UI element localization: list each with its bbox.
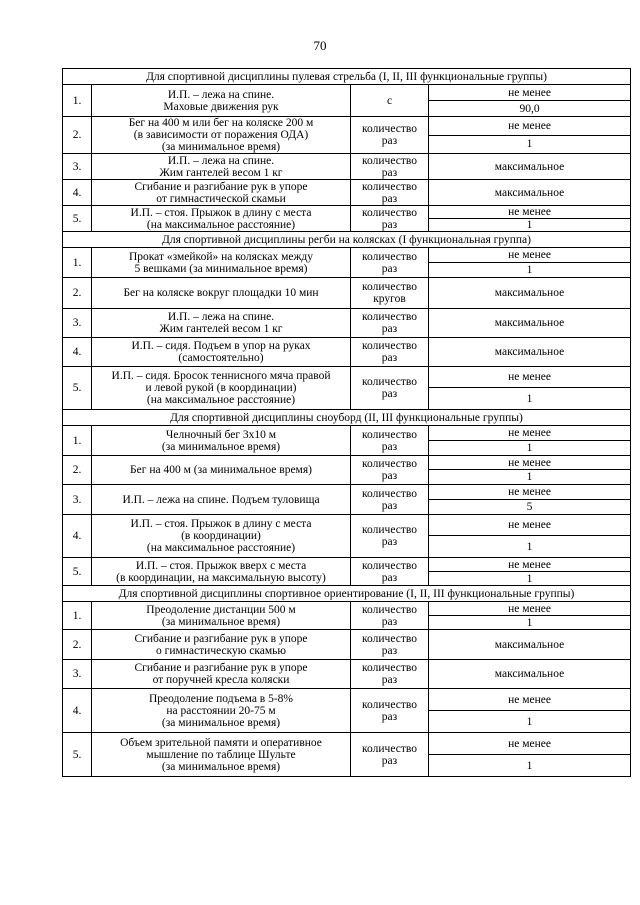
row-number: 1.	[63, 85, 92, 117]
unit-line: количество	[362, 458, 417, 470]
exercise-line: от гимнастической скамьи	[156, 192, 286, 205]
exercise-line: Сгибание и разгибание рук в упоре	[134, 632, 308, 645]
unit-line: количество	[362, 281, 417, 293]
exercise-line: (самостоятельно)	[178, 352, 264, 364]
standards-table	[62, 68, 631, 777]
exercise-cell	[92, 558, 351, 586]
unit-line: раз	[381, 440, 398, 453]
result-value: 1	[429, 263, 631, 278]
exercise-line: Маховые движения рук	[163, 100, 279, 113]
exercise-cell	[92, 515, 351, 558]
result-value: 1	[429, 470, 631, 485]
unit-line: раз	[381, 674, 398, 686]
result-note: не менее	[429, 558, 631, 572]
table-row	[63, 309, 631, 323]
exercise-line: Объем зрительной памяти и оперативное	[120, 736, 322, 749]
exercise-cell	[92, 154, 351, 180]
unit-line: количество	[362, 340, 417, 352]
result-note: не менее	[429, 733, 631, 755]
exercise-cell	[92, 338, 351, 367]
result-note: не менее	[429, 602, 631, 616]
unit-cell	[351, 456, 429, 485]
exercise-cell	[92, 309, 351, 338]
unit-line: количество	[362, 632, 417, 645]
row-number: 3.	[63, 660, 92, 689]
exercise-cell	[92, 456, 351, 485]
table-row	[63, 660, 631, 674]
unit-line: раз	[381, 536, 398, 548]
result-note: не менее	[429, 689, 631, 711]
exercise-line: Преодоление подъема в 5-8%	[148, 692, 294, 705]
section-header-row	[63, 410, 631, 426]
exercise-line: (за минимальное время)	[161, 141, 281, 153]
result-cell: максимальное	[429, 180, 631, 206]
result-note: не менее	[429, 515, 631, 536]
exercise-line: (в зависимости от поражения ОДА)	[133, 129, 309, 141]
exercise-line: Бег на 400 м (за минимальное время)	[130, 464, 312, 476]
exercise-line: Жим гантелей весом 1 кг	[159, 323, 283, 335]
exercise-line: И.П. – лежа на спине.	[167, 154, 275, 167]
row-number: 4.	[63, 515, 92, 558]
unit-cell	[351, 309, 429, 338]
exercise-line: Прокат «змейкой» на колясках между	[128, 250, 314, 263]
result-cell: максимальное	[429, 154, 631, 180]
row-number: 5.	[63, 558, 92, 586]
exercise-cell	[92, 426, 351, 456]
result-value: 1	[429, 441, 631, 456]
result-note: не менее	[429, 85, 631, 101]
exercise-line: (за минимальное время)	[161, 440, 281, 453]
table-row	[63, 515, 631, 536]
row-number: 1.	[63, 426, 92, 456]
table-row	[63, 117, 631, 136]
unit-cell	[351, 206, 429, 232]
unit-line: количество	[362, 428, 417, 441]
exercise-line: (в координации, на максимальную высоту)	[116, 571, 326, 584]
unit-cell	[351, 660, 429, 689]
unit-cell	[351, 117, 429, 154]
section-header-row	[63, 69, 631, 85]
exercise-line: И.П. – лежа на спине.	[167, 311, 275, 323]
exercise-line: (в координации)	[181, 530, 261, 542]
row-number: 2.	[63, 117, 92, 154]
table-row	[63, 426, 631, 441]
result-note: не менее	[429, 117, 631, 136]
result-value: 1	[429, 135, 631, 154]
unit-line: раз	[381, 135, 398, 147]
unit-cell	[351, 630, 429, 660]
result-cell: максимальное	[429, 630, 631, 660]
row-number: 3.	[63, 485, 92, 515]
result-note: не менее	[429, 206, 631, 219]
exercise-line: (на максимальное расстояние)	[146, 542, 296, 554]
row-number: 5.	[63, 206, 92, 232]
unit-cell	[351, 426, 429, 456]
exercise-line: И.П. – стоя. Прыжок в длину с места	[130, 206, 312, 219]
unit-line: раз	[381, 352, 398, 364]
table-row	[63, 558, 631, 572]
unit-line: раз	[381, 192, 398, 205]
unit-line: количество	[362, 206, 417, 219]
table-row	[63, 154, 631, 167]
exercise-cell	[92, 367, 351, 410]
section-title: Для спортивной дисциплины регби на колясках (I функциональная группа)	[63, 232, 631, 248]
section-title: Для спортивной дисциплины спортивное ориентирование (I, II, III функциональные группы)	[63, 586, 631, 602]
section-title: Для спортивной дисциплины пулевая стрельба (I, II, III функциональные группы)	[63, 69, 631, 85]
exercise-line: И.П. – лежа на спине. Подъем туловища	[122, 493, 320, 506]
result-note: не менее	[429, 485, 631, 500]
exercise-line: И.П. – сидя. Подъем в упор на руках	[131, 340, 311, 352]
exercise-line: от поручней кресла коляски	[152, 674, 290, 686]
exercise-line: Сгибание и разгибание рук в упоре	[134, 662, 308, 674]
unit-line: раз	[381, 262, 398, 275]
row-number: 4.	[63, 180, 92, 206]
unit-line: количество	[362, 524, 417, 536]
exercise-line: Преодоление дистанции 500 м	[146, 603, 296, 616]
unit-cell	[351, 485, 429, 515]
exercise-line: И.П. – лежа на спине.	[167, 88, 275, 101]
result-value: 1	[429, 616, 631, 630]
row-number: 2.	[63, 278, 92, 309]
table-row	[63, 206, 631, 219]
table-row	[63, 248, 631, 263]
unit-line: количество	[362, 180, 417, 193]
exercise-cell	[92, 630, 351, 660]
unit-line: раз	[381, 218, 398, 231]
result-note: не менее	[429, 426, 631, 441]
row-number: 4.	[63, 689, 92, 733]
unit-cell	[351, 515, 429, 558]
exercise-line: 5 вешками (за минимальное время)	[134, 262, 308, 275]
exercise-line: Сгибание и разгибание рук в упоре	[134, 180, 308, 193]
table-row	[63, 278, 631, 293]
exercise-cell	[92, 180, 351, 206]
unit-cell	[351, 154, 429, 180]
row-number: 3.	[63, 154, 92, 180]
unit-line: количество	[362, 742, 417, 755]
exercise-line: мышление по таблице Шульте	[146, 748, 296, 761]
row-number: 1.	[63, 248, 92, 278]
table-row	[63, 367, 631, 388]
table-row	[63, 689, 631, 711]
exercise-line: Челночный бег 3х10 м	[165, 428, 277, 441]
exercise-line: (за минимальное время)	[161, 615, 281, 628]
result-cell: максимальное	[429, 338, 631, 367]
unit-cell	[351, 338, 429, 367]
table-row	[63, 733, 631, 755]
unit-cell	[351, 558, 429, 586]
table-row	[63, 180, 631, 193]
result-note: не менее	[429, 367, 631, 388]
row-number: 5.	[63, 367, 92, 410]
section-header-row	[63, 586, 631, 602]
result-note: не менее	[429, 456, 631, 470]
unit-line: раз	[381, 571, 398, 584]
unit-line: количество	[362, 559, 417, 572]
table-row	[63, 602, 631, 616]
unit-line: количество	[362, 603, 417, 616]
row-number: 1.	[63, 602, 92, 630]
table-row	[63, 630, 631, 645]
unit-cell	[351, 733, 429, 777]
unit-line: раз	[381, 499, 398, 512]
exercise-line: (за минимальное время)	[161, 716, 281, 729]
result-value: 1	[429, 219, 631, 232]
result-value: 1	[429, 572, 631, 586]
result-cell: максимальное	[429, 660, 631, 689]
unit-cell	[351, 602, 429, 630]
unit-line: с	[386, 94, 393, 107]
unit-line: количество	[362, 698, 417, 711]
table-row	[63, 85, 631, 101]
exercise-line: И.П. – сидя. Бросок теннисного мяча правой	[111, 370, 331, 382]
unit-line: раз	[381, 710, 398, 723]
result-value: 5	[429, 500, 631, 515]
result-value: 1	[429, 711, 631, 733]
row-number: 2.	[63, 630, 92, 660]
exercise-cell	[92, 689, 351, 733]
result-note: не менее	[429, 248, 631, 263]
exercise-line: И.П. – стоя. Прыжок вверх с места	[135, 559, 307, 572]
unit-line: количество	[362, 487, 417, 500]
unit-line: количество	[362, 662, 417, 674]
table-row	[63, 485, 631, 500]
row-number: 4.	[63, 338, 92, 367]
table-row	[63, 456, 631, 470]
row-number: 2.	[63, 456, 92, 485]
result-value: 1	[429, 388, 631, 410]
result-value: 1	[429, 755, 631, 777]
unit-line: количество	[362, 154, 417, 167]
exercise-line: (на максимальное расстояние)	[146, 218, 296, 231]
section-header-row	[63, 232, 631, 248]
unit-line: кругов	[373, 293, 406, 305]
section-title: Для спортивной дисциплины сноуборд (II, III функциональные группы)	[63, 410, 631, 426]
row-number: 3.	[63, 309, 92, 338]
page-number: 70	[313, 38, 327, 53]
unit-cell	[351, 248, 429, 278]
exercise-cell	[92, 117, 351, 154]
unit-cell	[351, 278, 429, 309]
exercise-line: (на максимальное расстояние)	[146, 394, 296, 406]
unit-cell	[351, 180, 429, 206]
exercise-cell	[92, 278, 351, 309]
unit-line: раз	[381, 615, 398, 628]
exercise-cell	[92, 602, 351, 630]
exercise-line: И.П. – стоя. Прыжок в длину с места	[130, 518, 312, 530]
exercise-cell	[92, 660, 351, 689]
exercise-cell	[92, 248, 351, 278]
exercise-line: (за минимальное время)	[161, 760, 281, 773]
exercise-cell	[92, 85, 351, 117]
unit-line: раз	[381, 470, 398, 482]
exercise-cell	[92, 733, 351, 777]
exercise-line: Бег на 400 м или бег на коляске 200 м	[128, 117, 314, 129]
exercise-cell	[92, 206, 351, 232]
result-value: 90,0	[429, 101, 631, 117]
unit-line: раз	[381, 644, 398, 657]
unit-line: раз	[381, 754, 398, 767]
result-cell: максимальное	[429, 278, 631, 309]
exercise-line: и левой рукой (в координации)	[145, 382, 297, 394]
exercise-cell	[92, 485, 351, 515]
unit-line: раз	[381, 323, 398, 335]
exercise-line: Жим гантелей весом 1 кг	[159, 166, 283, 179]
unit-cell	[351, 689, 429, 733]
unit-cell	[351, 367, 429, 410]
unit-line: количество	[362, 376, 417, 388]
unit-line: количество	[362, 250, 417, 263]
unit-line: раз	[381, 166, 398, 179]
exercise-line: Бег на коляске вокруг площадки 10 мин	[123, 287, 319, 299]
table-row	[63, 338, 631, 352]
row-number: 5.	[63, 733, 92, 777]
exercise-line: о гимнастическую скамью	[156, 644, 286, 657]
unit-line: раз	[381, 388, 398, 400]
exercise-line: на расстоянии 20-75 м	[166, 704, 276, 717]
unit-line: количество	[362, 311, 417, 323]
result-cell: максимальное	[429, 309, 631, 338]
unit-cell	[351, 85, 429, 117]
unit-line: количество	[362, 123, 417, 135]
result-value: 1	[429, 536, 631, 558]
